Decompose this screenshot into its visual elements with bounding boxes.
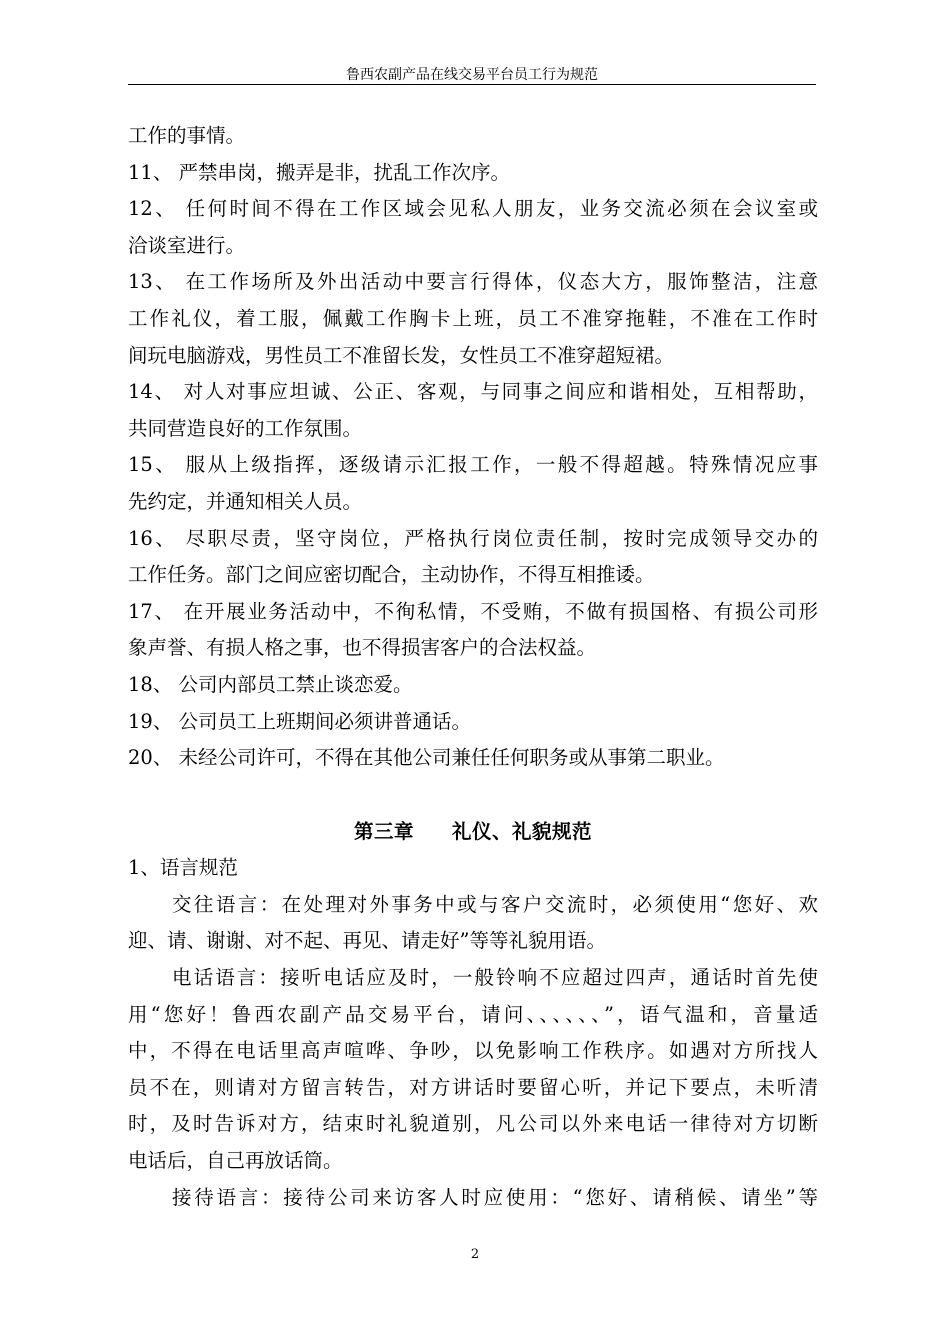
document-body bbox=[128, 118, 818, 1216]
rule-item-14: 14、 对人对事应坦诚、公正、客观，与同事之间应和谐相处，互相帮助， bbox=[128, 380, 818, 404]
rule-item-17-cont: 象声誉、有损人格之事，也不得损害客户的合法权益。 bbox=[128, 636, 597, 660]
page-header-title: 鲁西农副产品在线交易平台员工行为规范 bbox=[346, 67, 598, 83]
paragraph-telephone: 电话语言：接听电话应及时，一般铃响不应超过四声，通话时首先使 bbox=[172, 966, 818, 990]
rule-item-15: 15、 服从上级指挥，逐级请示汇报工作，一般不得超越。特殊情况应事 bbox=[128, 453, 818, 477]
rule-item-13-cont: 工作礼仪，着工服，佩戴工作胸卡上班，员工不准穿拖鞋，不准在工作时 bbox=[128, 306, 818, 330]
page-number: 2 bbox=[470, 1247, 480, 1262]
paragraph-reception: 接待语言：接待公司来访客人时应使用：“您好、请稍候、请坐”等 bbox=[172, 1185, 818, 1209]
rule-item-12-cont: 洽谈室进行。 bbox=[128, 233, 246, 257]
rule-item-14-cont: 共同营造良好的工作氛围。 bbox=[128, 416, 363, 440]
paragraph-telephone-cont: 电话后，自己再放话筒。 bbox=[128, 1149, 343, 1173]
chapter-heading bbox=[128, 814, 818, 851]
rule-item-13: 13、 在工作场所及外出活动中要言行得体，仪态大方，服饰整洁，注意 bbox=[128, 270, 818, 294]
paragraph-telephone-cont: 员不在，则请对方留言转告，对方讲话时要留心听，并记下要点，未听清 bbox=[128, 1075, 818, 1099]
continued-line: 工作的事情。 bbox=[128, 124, 246, 147]
rule-item-12: 12、 任何时间不得在工作区域会见私人朋友，业务交流必须在会议室或 bbox=[128, 197, 818, 221]
paragraph-communication-cont: 迎、请、谢谢、对不起、再见、请走好”等等礼貌用语。 bbox=[128, 929, 606, 953]
rule-item-16-cont: 工作任务。部门之间应密切配合，主动协作，不得互相推诿。 bbox=[128, 563, 655, 587]
paragraph-communication: 交往语言：在处理对外事务中或与客户交流时，必须使用“您好、欢 bbox=[172, 892, 818, 916]
paragraph-telephone-cont: 用“您好！鲁西农副产品交易平台，请问、、、、、、”，语气温和，音量适 bbox=[128, 1002, 818, 1026]
rule-item-18: 18、 公司内部员工禁止谈恋爱。 bbox=[128, 672, 413, 696]
chapter-number: 第三章 bbox=[353, 819, 414, 843]
rule-item-20: 20、 未经公司许可，不得在其他公司兼任任何职务或从事第二职业。 bbox=[128, 746, 725, 770]
rule-item-17: 17、 在开展业务活动中，不徇私情，不受贿，不做有损国格、有损公司形 bbox=[128, 599, 818, 623]
rule-item-15-cont: 先约定，并通知相关人员。 bbox=[128, 489, 363, 513]
chapter-title: 礼仪、礼貌规范 bbox=[452, 819, 593, 843]
header-rule bbox=[128, 84, 816, 85]
rule-item-19: 19、 公司员工上班期间必须讲普通话。 bbox=[128, 709, 472, 733]
rule-item-16: 16、 尽职尽责，坚守岗位，严格执行岗位责任制，按时完成领导交办的 bbox=[128, 526, 818, 550]
paragraph-telephone-cont: 中，不得在电话里高声喧哗、争吵，以免影响工作秩序。如遇对方所找人 bbox=[128, 1039, 818, 1063]
section-heading: 1、语言规范 bbox=[128, 856, 238, 880]
rule-item-13-cont: 间玩电脑游戏，男性员工不准留长发，女性员工不准穿超短裙。 bbox=[128, 343, 675, 367]
rule-item-11: 11、 严禁串岗，搬弄是非，扰乱工作次序。 bbox=[128, 160, 511, 184]
paragraph-telephone-cont: 时，及时告诉对方，结束时礼貌道别，凡公司以外来电话一律待对方切断 bbox=[128, 1112, 818, 1136]
section-gap bbox=[128, 777, 818, 814]
